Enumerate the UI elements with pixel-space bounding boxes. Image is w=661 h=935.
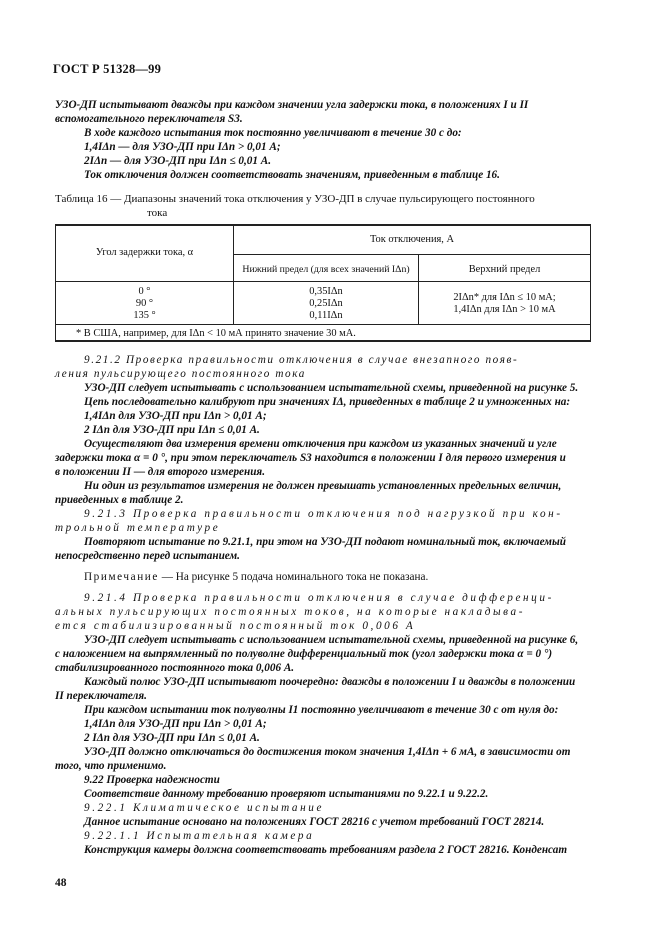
section-9-21-4-title: 9.21.4 Проверка правильности отключения в случае дифференци-: [84, 592, 554, 604]
paragraph-line: Ни один из результатов измерения не должен превышать установленных предельных величин,: [84, 480, 562, 492]
table-caption-line-2: тока: [147, 207, 168, 219]
table-header-angle: Угол задержки тока, α: [95, 247, 194, 258]
intro-line-2: вспомогательного переключателя S3.: [55, 113, 243, 125]
paragraph-line: УЗО-ДП следует испытывать с использованием испытательной схемы, приведенной на рисунке 5.: [84, 382, 579, 394]
table-cell-angle: 90 °: [135, 298, 154, 309]
page-header: ГОСТ Р 51328—99: [53, 62, 162, 76]
paragraph-line: УЗО-ДП должно отключаться до достижения током значения 1,4IΔn + 6 мА, в зависимости от: [84, 746, 571, 758]
paragraph-line: в положении II — для второго измерения.: [55, 466, 265, 478]
paragraph-line: Каждый полюс УЗО-ДП испытывают поочередно: дважды в положении I и дважды в положении: [84, 676, 576, 688]
table-cell-upper: 1,4IΔn для IΔn > 10 мА: [453, 304, 556, 315]
paragraph-line: Данное испытание основано на положениях ГОСТ 28216 с учетом требований ГОСТ 28214.: [84, 816, 545, 828]
intro-line-3: В ходе каждого испытания ток постоянно увеличивают в течение 30 с до:: [84, 127, 462, 139]
section-9-21-2-title: 9.21.2 Проверка правильности отключения в случае внезапного появ-: [84, 354, 519, 366]
section-9-21-2-title-cont: ления пульсирующего постоянного тока: [55, 368, 306, 380]
paragraph-line: 1,4IΔn для УЗО-ДП при IΔn > 0,01 А;: [84, 410, 267, 422]
paragraph-line: II переключателя.: [55, 690, 147, 702]
intro-line-5: 2IΔn — для УЗО-ДП при IΔn ≤ 0,01 А.: [84, 155, 272, 167]
paragraph-line: УЗО-ДП следует испытывать с использованием испытательной схемы, приведенной на рисунке 6,: [84, 634, 579, 646]
section-9-21-4-title-cont: альных пульсирующих постоянных токов, на которые накладыва-: [55, 606, 526, 618]
section-9-22-title: 9.22 Проверка надежности: [84, 774, 220, 786]
paragraph-line: 2 IΔn для УЗО-ДП при IΔn ≤ 0,01 А.: [84, 424, 260, 436]
section-9-22-1-title: 9.22.1 Климатическое испытание: [84, 802, 325, 814]
section-9-21-3-title: 9.21.3 Проверка правильности отключения под нагрузкой при кон-: [84, 508, 563, 520]
table-cell-angle: 0 °: [138, 286, 151, 297]
table-cell-lower: 0,35IΔn: [309, 286, 343, 297]
table-header-lower: Нижний предел (для всех значений IΔn): [242, 264, 410, 275]
section-9-22-1-1-title: 9.22.1.1 Испытательная камера: [84, 830, 315, 842]
paragraph-line: 2 IΔn для УЗО-ДП при IΔn ≤ 0,01 А.: [84, 732, 260, 744]
note-label: Примечание: [84, 571, 159, 583]
section-9-21-3-title-cont: трольной температуре: [55, 522, 221, 534]
paragraph-line: Осуществляют два измерения времени отключения при каждом из указанных значений и угле: [84, 438, 557, 450]
paragraph-line: с наложением на выпрямленный по полуволне дифференциальный ток (угол задержки тока α = 0 °): [55, 648, 553, 660]
table-footnote: * В США, например, для IΔn < 10 мА принято значение 30 мА.: [76, 328, 356, 339]
intro-line-6: Ток отключения должен соответствовать значениям, приведенным в таблице 16.: [84, 169, 500, 181]
table-header-upper: Верхний предел: [468, 264, 541, 275]
paragraph-line: Соответствие данному требованию проверяют испытаниями по 9.22.1 и 9.22.2.: [84, 788, 489, 800]
paragraph-line: Цепь последовательно калибруют при значениях IΔ, приведенных в таблице 2 и умноженных на:: [84, 396, 571, 408]
table-caption-line-1: Таблица 16 — Диапазоны значений тока отключения у УЗО-ДП в случае пульсирующего постоянного: [55, 193, 535, 205]
note-text: — На рисунке 5 подача номинального тока не показана.: [158, 571, 429, 583]
table-cell-angle: 135 °: [133, 310, 156, 321]
note: [84, 570, 428, 584]
page-number: 48: [55, 877, 67, 889]
paragraph-line: приведенных в таблице 2.: [55, 494, 184, 506]
section-9-21-4-title-cont: ется стабилизированный постоянный ток 0,006 А: [55, 620, 416, 632]
paragraph-line: непосредственно перед испытанием.: [55, 550, 240, 562]
table-cell-lower: 0,11IΔn: [309, 310, 343, 321]
paragraph-line: того, что применимо.: [55, 760, 167, 772]
intro-line-4: 1,4IΔn — для УЗО-ДП при IΔn > 0,01 А;: [84, 141, 281, 153]
paragraph-line: При каждом испытании ток полуволны I1 постоянно увеличивают в течение 30 с от нуля до:: [84, 704, 559, 716]
table-cell-lower: 0,25IΔn: [309, 298, 343, 309]
paragraph-line: стабилизированного постоянного тока 0,006 А.: [55, 662, 295, 674]
paragraph-line: Повторяют испытание по 9.21.1, при этом на УЗО-ДП подают номинальный ток, включаемый: [84, 536, 566, 548]
table-header-current: Ток отключения, А: [369, 234, 455, 245]
intro-line-1: УЗО-ДП испытывают дважды при каждом значении угла задержки тока, в положениях I и II: [55, 99, 529, 111]
paragraph-line: 1,4IΔn для УЗО-ДП при IΔn > 0,01 А;: [84, 718, 267, 730]
paragraph-line: задержки тока α = 0 °, при этом переключатель S3 находится в положении I для первого измерения и: [55, 452, 566, 464]
paragraph-line: Конструкция камеры должна соответствовать требованиям раздела 2 ГОСТ 28216. Конденсат: [84, 844, 568, 856]
table-cell-upper: 2IΔn* для IΔn ≤ 10 мА;: [453, 292, 556, 303]
